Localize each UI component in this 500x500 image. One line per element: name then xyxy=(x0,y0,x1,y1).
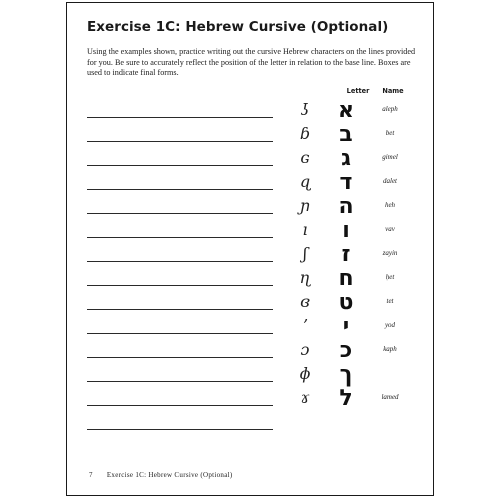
hebrew-letter: י xyxy=(342,314,350,339)
letter-name: heh xyxy=(384,201,396,209)
letter-name: yod xyxy=(384,321,396,329)
practice-line[interactable] xyxy=(87,141,273,142)
practice-line[interactable] xyxy=(87,213,273,214)
letter-row xyxy=(67,147,433,171)
hebrew-letter: ב xyxy=(339,122,353,147)
cursive-example: ɳ xyxy=(299,268,311,287)
hebrew-letter: א xyxy=(337,98,355,123)
practice-line[interactable] xyxy=(87,285,273,286)
letter-row xyxy=(67,171,433,195)
letter-name: tet xyxy=(386,297,394,305)
cursive-example: ɸ xyxy=(299,364,311,383)
instructions-text: Using the examples shown, practice writing out the cursive Hebrew characters on the lines provided for you. Be sure to accurately reflect the position of the letter in relation to the base line. Boxes are used to indicate final forms. xyxy=(87,47,416,78)
practice-line[interactable] xyxy=(87,405,273,406)
cursive-example: ʼ xyxy=(302,316,308,335)
letter-row xyxy=(67,339,433,363)
practice-line[interactable] xyxy=(87,237,273,238)
hebrew-letter: ט xyxy=(338,290,354,315)
practice-line[interactable] xyxy=(87,381,273,382)
letter-row xyxy=(67,243,433,267)
letter-name: vav xyxy=(385,225,395,233)
cursive-example: ɋ xyxy=(299,172,311,191)
practice-line[interactable] xyxy=(87,309,273,310)
cursive-example: ɢ xyxy=(300,148,310,167)
letter-row xyxy=(67,219,433,243)
hebrew-letter: ך xyxy=(339,362,353,387)
cursive-example: ɤ xyxy=(300,388,310,407)
page-title: Exercise 1C: Hebrew Cursive (Optional) xyxy=(87,19,389,35)
hebrew-letter: ג xyxy=(341,146,351,171)
hebrew-letter: ל xyxy=(339,386,353,411)
hebrew-letter: ז xyxy=(341,242,351,267)
letter-name: ḥet xyxy=(385,273,395,281)
hebrew-letter: ו xyxy=(342,218,350,243)
letter-row xyxy=(67,99,433,123)
practice-line[interactable] xyxy=(87,333,273,334)
running-title: Exercise 1C: Hebrew Cursive (Optional) xyxy=(106,471,233,479)
letter-column-header: Letter xyxy=(346,87,370,95)
letter-row xyxy=(67,123,433,147)
cursive-example: ʃ xyxy=(302,244,308,263)
letter-name: zayin xyxy=(382,249,398,257)
letter-row xyxy=(67,363,433,387)
letter-row xyxy=(67,291,433,315)
letter-row xyxy=(67,195,433,219)
letter-name: aleph xyxy=(382,105,398,113)
practice-line[interactable] xyxy=(87,189,273,190)
page-footer xyxy=(89,471,233,479)
cursive-example: ı xyxy=(302,220,308,239)
letter-row xyxy=(67,387,433,411)
practice-line[interactable] xyxy=(87,165,273,166)
practice-line[interactable] xyxy=(87,429,273,430)
hebrew-letter: ד xyxy=(339,170,353,195)
letter-name: kaph xyxy=(383,345,397,353)
practice-line[interactable] xyxy=(87,357,273,358)
letter-name: dalet xyxy=(383,177,397,185)
letter-row xyxy=(67,267,433,291)
practice-line[interactable] xyxy=(87,261,273,262)
cursive-example: ɔ xyxy=(300,340,310,359)
cursive-example: ɲ xyxy=(299,196,311,215)
letter-row xyxy=(67,315,433,339)
name-column-header: Name xyxy=(382,87,404,95)
cursive-example: ɓ xyxy=(299,124,311,143)
cursive-example: ʖ xyxy=(300,100,310,119)
page-number: 7 xyxy=(89,471,93,479)
hebrew-letter: ח xyxy=(338,266,354,291)
letter-name: gimel xyxy=(382,153,398,161)
workbook-page xyxy=(66,2,434,496)
hebrew-letter: ה xyxy=(338,194,354,219)
practice-line[interactable] xyxy=(87,117,273,118)
extra-practice-row xyxy=(67,411,433,435)
letter-name: bet xyxy=(385,129,395,137)
hebrew-letter: כ xyxy=(339,338,353,363)
cursive-example: ɞ xyxy=(300,292,310,311)
letter-name: lamed xyxy=(381,393,399,401)
